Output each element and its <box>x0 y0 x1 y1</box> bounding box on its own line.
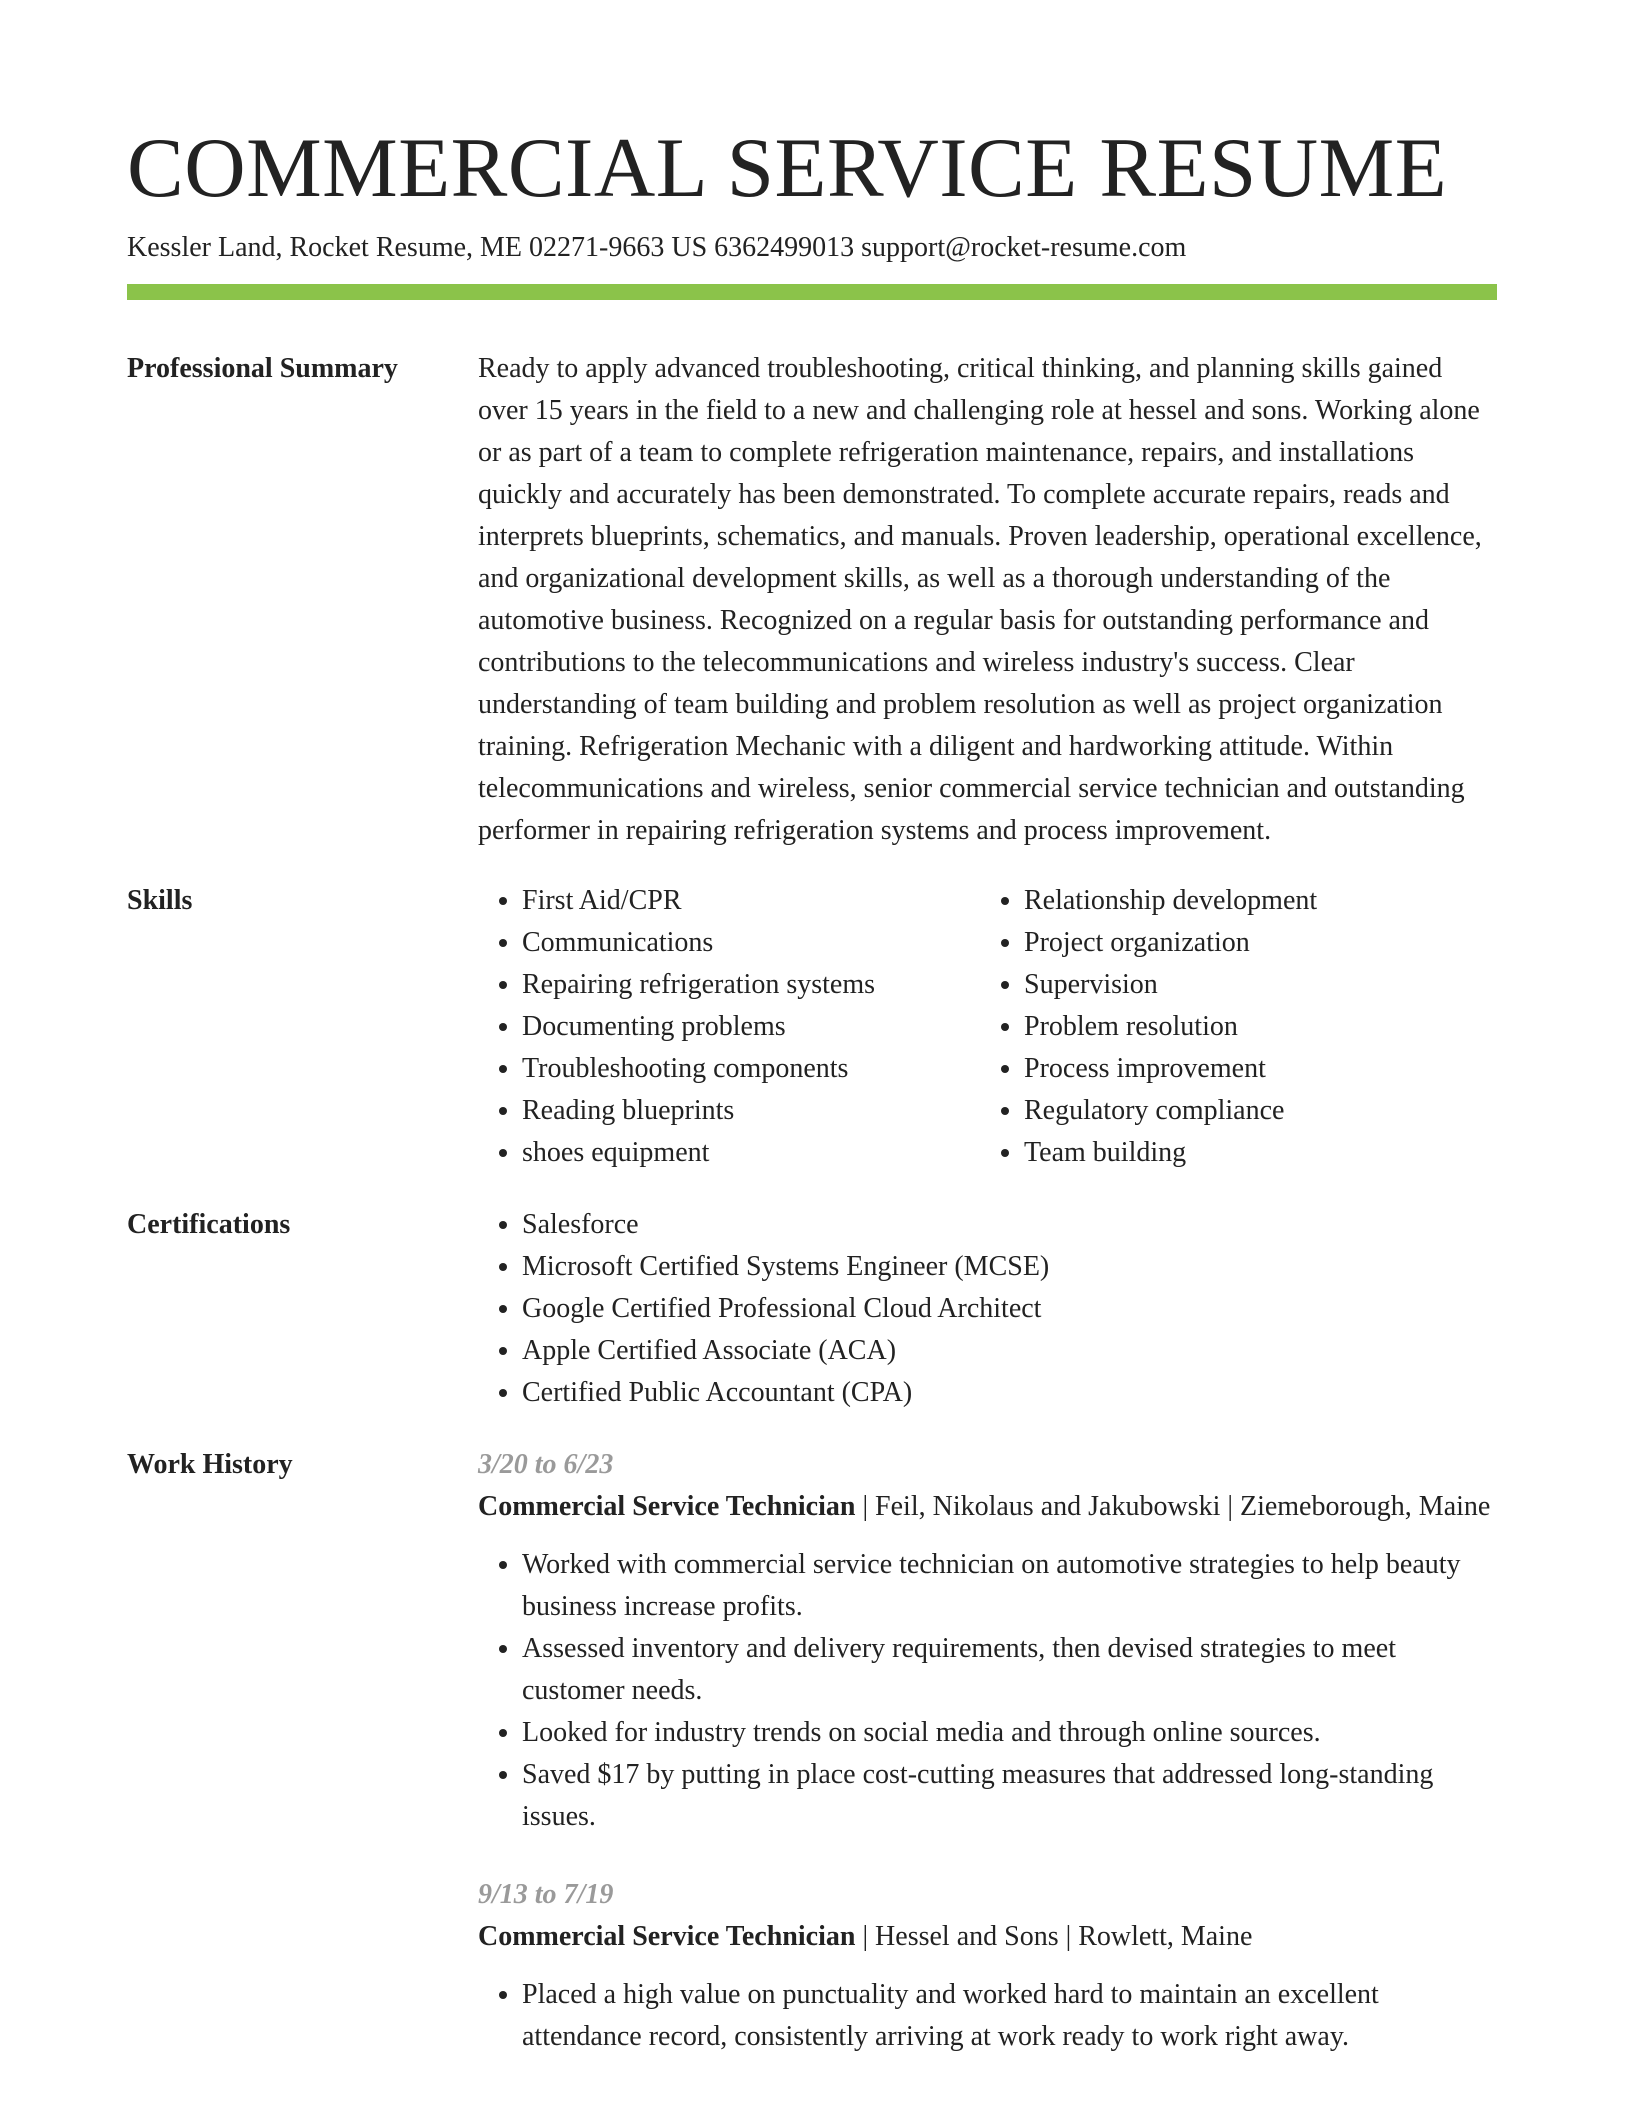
resume-title: COMMERCIAL SERVICE RESUME <box>127 121 1448 215</box>
skill-item: • First Aid/CPR <box>522 880 980 922</box>
skill-item: • Team building <box>1024 1132 1482 1174</box>
summary-label: Professional Summary <box>127 353 398 384</box>
skill-item: • Communications <box>522 922 980 964</box>
job-entry <box>478 1874 1497 2058</box>
job-title: Commercial Service Technician <box>478 1491 856 1522</box>
job-entry <box>478 1444 1497 1838</box>
certifications-list <box>478 1204 1497 1414</box>
skill-item: • Repairing refrigeration systems <box>522 964 980 1006</box>
skill-item: • Documenting problems <box>522 1006 980 1048</box>
job-heading <box>478 1486 1497 1528</box>
accent-divider <box>127 284 1497 300</box>
certification-item: • Apple Certified Associate (ACA) <box>522 1330 1497 1372</box>
contact-info: Kessler Land, Rocket Resume, ME 02271-9663 US 6362499013 support@rocket-resume.com <box>127 232 1187 263</box>
job-bullet: • Looked for industry trends on social media and through online sources. <box>522 1712 1497 1754</box>
job-dates: 3/20 to 6/23 <box>478 1449 614 1480</box>
skills-list-left <box>478 880 980 1174</box>
skill-item: • Relationship development <box>1024 880 1482 922</box>
skill-item: • Project organization <box>1024 922 1482 964</box>
skill-item: • Process improvement <box>1024 1048 1482 1090</box>
job-details: | Feil, Nikolaus and Jakubowski | Ziemeborough, Maine <box>855 1491 1491 1522</box>
skills-label: Skills <box>127 885 193 916</box>
skill-item: • Troubleshooting components <box>522 1048 980 1090</box>
certification-item: • Microsoft Certified Systems Engineer (MCSE) <box>522 1246 1497 1288</box>
job-bullets <box>478 1544 1497 1838</box>
summary-text: Ready to apply advanced troubleshooting, critical thinking, and planning skills gained over 15 years in the field to a new and challenging role at hessel and sons. Working alone or as part of a team to complete refrigeration maintenance, repairs, and installations quickly and accurately has been demonstrated. To complete accurate repairs, reads and interprets blueprints, schematics, and manuals. Proven leadership, operational excellence, and organizational development skills, as well as a thorough understanding of the automotive business. Recognized on a regular basis for outstanding performance and contributions to the telecommunications and wireless industry's success. Clear understanding of team building and problem resolution as well as project organization training. Refrigeration Mechanic with a diligent and hardworking attitude. Within telecommunications and wireless, senior commercial service technician and outstanding performer in repairing refrigeration systems and process improvement. <box>478 353 1482 846</box>
job-title: Commercial Service Technician <box>478 1921 856 1952</box>
job-bullets <box>478 1974 1497 2058</box>
job-details: | Hessel and Sons | Rowlett, Maine <box>855 1921 1253 1952</box>
work-history-label: Work History <box>127 1449 293 1480</box>
certification-item: • Google Certified Professional Cloud Architect <box>522 1288 1497 1330</box>
skill-item: • Supervision <box>1024 964 1482 1006</box>
job-heading <box>478 1916 1497 1958</box>
job-bullet: • Assessed inventory and delivery requirements, then devised strategies to meet customer needs. <box>522 1628 1497 1712</box>
job-bullet: • Placed a high value on punctuality and worked hard to maintain an excellent attendance record, consistently arriving at work ready to work right away. <box>522 1974 1497 2058</box>
job-bullet: • Saved $17 by putting in place cost-cutting measures that addressed long-standing issues. <box>522 1754 1497 1838</box>
job-bullet: • Worked with commercial service technician on automotive strategies to help beauty business increase profits. <box>522 1544 1497 1628</box>
job-dates: 9/13 to 7/19 <box>478 1879 614 1910</box>
skill-item: • shoes equipment <box>522 1132 980 1174</box>
skills-list-right <box>980 880 1482 1174</box>
certification-item: • Certified Public Accountant (CPA) <box>522 1372 1497 1414</box>
skill-item: • Reading blueprints <box>522 1090 980 1132</box>
skill-item: • Problem resolution <box>1024 1006 1482 1048</box>
certifications-label: Certifications <box>127 1209 291 1240</box>
certification-item: • Salesforce <box>522 1204 1497 1246</box>
skill-item: • Regulatory compliance <box>1024 1090 1482 1132</box>
